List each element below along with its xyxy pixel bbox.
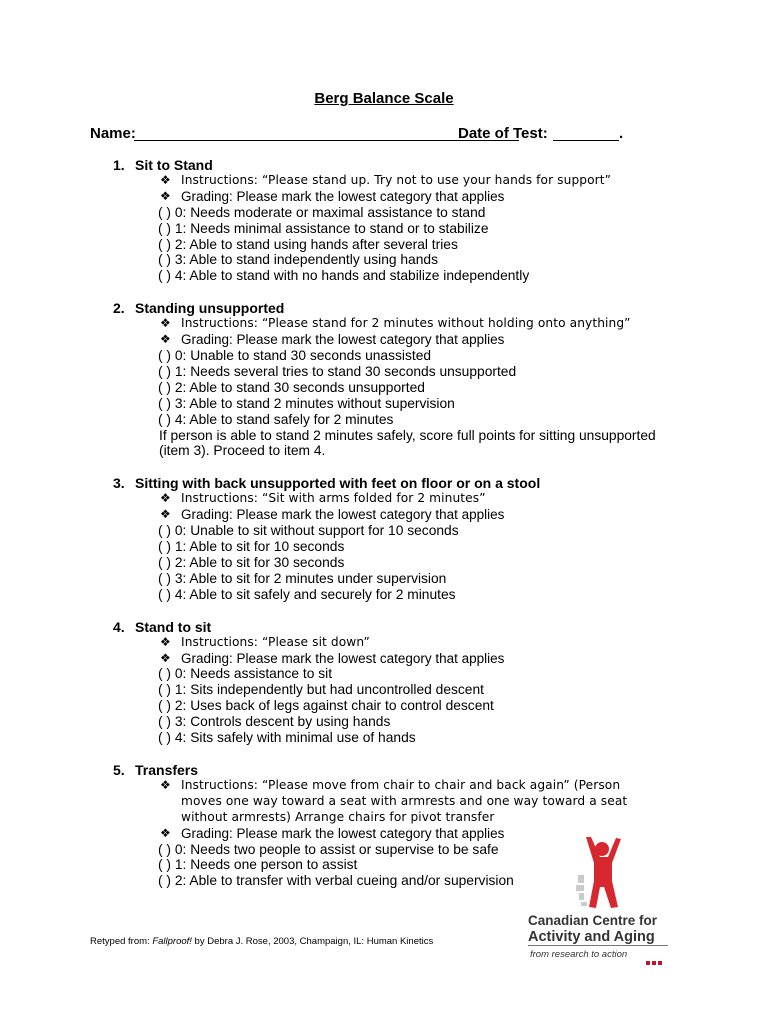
section-title [113,762,768,778]
score-option[interactable]: ( ) 2: Able to stand 30 seconds unsupported [158,379,425,395]
score-option[interactable]: ( ) 2: Able to stand using hands after several tries [158,236,458,252]
score-option[interactable]: ( ) 4: Sits safely with minimal use of hands [158,729,416,745]
score-option[interactable]: ( ) 0: Unable to stand 30 seconds unassisted [158,348,432,364]
diamond-bullet-icon: ❖ [160,316,171,331]
score-option[interactable]: ( ) 1: Sits independently but had uncontrolled descent [158,682,484,698]
score-option[interactable]: ( ) 4: Able to stand with no hands and stabilize independently [158,268,530,284]
section-title-text: Standing unsupported [135,300,285,317]
instructions-text: Instructions: “Please move from chair to chair and back again” (Person moves one way toward a seat with armrests and one way toward a seat without armrests) Arrange chairs for pivot transfer [181,777,628,824]
sections-list [0,157,768,905]
section-number: 4. [113,618,125,635]
instructions-text: Instructions: “Sit with arms folded for 2 minutes” [181,491,486,506]
section-title-text: Sitting with back unsupported with feet on floor or on a stool [135,475,541,492]
logo-line2: Activity and Aging [528,929,655,945]
score-option[interactable]: ( ) 0: Needs assistance to sit [158,666,333,682]
section-title [113,157,768,173]
date-label: Date of Test: [458,125,548,142]
instructions-text: Instructions: “Please stand for 2 minutes without holding onto anything” [181,316,631,331]
section-note: If person is able to stand 2 minutes safely, score full points for sitting unsupported (item 3). Proceed to item 4. [159,427,656,459]
name-label: Name: [90,125,136,142]
score-option[interactable]: ( ) 3: Able to stand independently using hands [158,252,438,268]
grading [160,507,660,523]
section-number: 3. [113,475,125,492]
instructions-text: Instructions: “Please stand up. Try not to use your hands for support” [181,173,612,187]
section-stand-to-sit [0,619,768,746]
score-option[interactable]: ( ) 4: Able to stand safely for 2 minutes [158,411,394,427]
score-option[interactable]: ( ) 4: Able to sit safely and securely for 2 minutes [158,586,456,602]
section-number: 1. [113,157,125,173]
section-title [113,300,768,316]
citation-book: Fallproof! [152,936,192,947]
footer-citation [90,936,433,947]
score-option[interactable]: ( ) 1: Needs minimal assistance to stand or to stabilize [158,220,489,236]
instructions [160,173,660,189]
instructions [160,491,660,507]
grading [160,651,660,667]
grading-text: Grading: Please mark the lowest category that applies [181,650,505,666]
diamond-bullet-icon: ❖ [160,491,171,506]
section-title-text: Transfers [135,761,199,778]
score-option[interactable]: ( ) 3: Able to sit for 2 minutes under supervision [158,570,447,586]
ccaa-logo [528,835,670,965]
diamond-bullet-icon: ❖ [160,650,171,665]
date-field[interactable] [553,140,619,141]
score-option[interactable]: ( ) 0: Unable to sit without support for 10 seconds [158,523,459,539]
score-option[interactable]: ( ) 2: Uses back of legs against chair to control descent [158,698,494,714]
section-sit-to-stand [0,157,768,284]
citation-rest: by Debra J. Rose, 2003, Champaign, IL: Human Kinetics [191,936,434,947]
section-sitting-unsupported [0,475,768,602]
score-option[interactable]: ( ) 1: Needs several tries to stand 30 seconds unsupported [158,363,517,379]
logo-divider [528,945,668,946]
score-option[interactable]: ( ) 2: Able to transfer with verbal cueing and/or supervision [158,873,514,889]
instructions [160,316,660,332]
diamond-bullet-icon: ❖ [160,332,171,347]
date-suffix: . [619,125,624,142]
score-option[interactable]: ( ) 0: Needs two people to assist or supervise to be safe [158,841,499,857]
grading-text: Grading: Please mark the lowest category that applies [181,188,505,204]
grading-text: Grading: Please mark the lowest category that applies [181,332,505,348]
diamond-bullet-icon: ❖ [160,634,171,649]
grading [160,332,660,348]
instructions [160,635,660,651]
section-title [113,619,768,635]
logo-tagline: from research to action [530,949,628,960]
section-standing-unsupported [0,300,768,459]
instructions-text: Instructions: “Please sit down” [181,634,370,649]
diamond-bullet-icon: ❖ [160,507,171,522]
score-option[interactable]: ( ) 1: Needs one person to assist [158,857,358,873]
section-title-text: Sit to Stand [135,157,213,173]
section-title-text: Stand to sit [135,618,212,635]
section-title [113,475,768,491]
score-option[interactable]: ( ) 1: Able to sit for 10 seconds [158,539,345,555]
score-option[interactable]: ( ) 3: Able to stand 2 minutes without supervision [158,395,455,411]
score-option[interactable]: ( ) 0: Needs moderate or maximal assistance to stand [158,204,486,220]
jumping-figure-icon [528,835,670,913]
document-title: Berg Balance Scale [314,90,454,107]
grading-text: Grading: Please mark the lowest category that applies [181,825,505,841]
diamond-bullet-icon: ❖ [160,825,171,840]
grading-text: Grading: Please mark the lowest category that applies [181,507,505,523]
diamond-bullet-icon: ❖ [160,173,171,187]
logo-line1: Canadian Centre for [528,913,658,928]
grading [160,189,660,205]
score-option[interactable]: ( ) 2: Able to sit for 30 seconds [158,554,345,570]
diamond-bullet-icon: ❖ [160,188,171,203]
score-option[interactable]: ( ) 3: Controls descent by using hands [158,714,391,730]
section-number: 2. [113,300,125,317]
citation-prefix: Retyped from: [90,936,153,947]
instructions [160,778,660,826]
diamond-bullet-icon: ❖ [160,777,171,792]
section-number: 5. [113,761,125,778]
logo-dots [646,952,664,970]
